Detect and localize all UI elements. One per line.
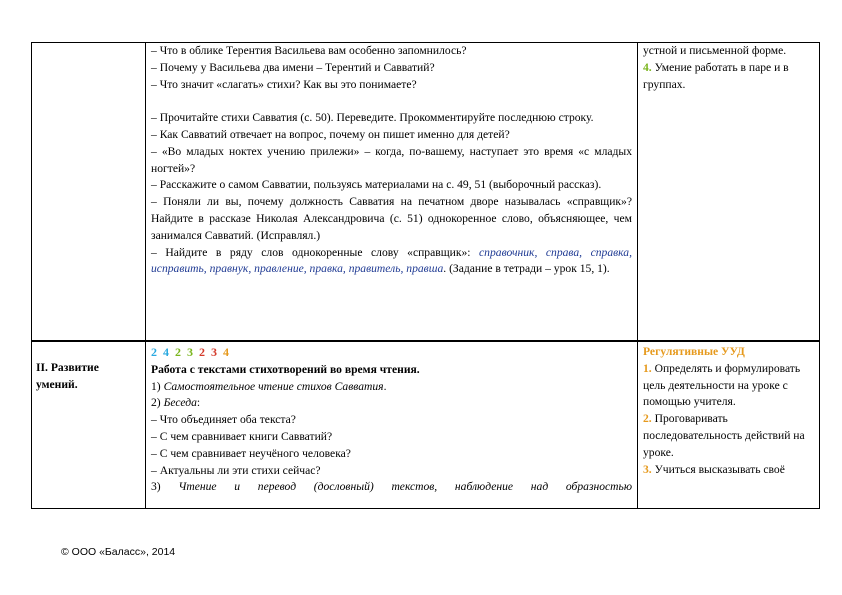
question-line: – Как Савватий отвечает на вопрос, почему он пишет именно для детей?: [151, 127, 510, 141]
numbered-item: [151, 395, 632, 412]
skill-text: Умение работать в паре и в группах.: [643, 60, 789, 91]
task-text: – Найдите в ряду слов однокоренные слову «справщик»:: [151, 245, 480, 259]
uud-item: [643, 462, 815, 479]
word-list: справочник, справа, справка, исправить, правнук, правление, правка, правитель, правша: [151, 245, 632, 276]
question-line: – Что объединяет оба текста?: [151, 413, 296, 427]
copyright-footer: © ООО «Баласс», 2014: [61, 546, 176, 558]
task-paragraph: [151, 245, 632, 279]
row2-right-cell: [643, 344, 815, 478]
item-number: 1): [151, 379, 164, 393]
uud-item: [643, 411, 815, 461]
question-line: – С чем сравнивает неучёного человека?: [151, 446, 351, 460]
item-end: .: [383, 379, 387, 393]
numbered-item: [151, 479, 632, 496]
uud-text: Проговаривать последовательность действий на уроке.: [643, 412, 805, 459]
row1-middle-cell: [151, 43, 632, 278]
uud-number: 3.: [643, 462, 652, 476]
table-left-border: [31, 42, 32, 509]
question-line: – С чем сравнивает книги Савватий?: [151, 429, 333, 443]
item-number: 3): [151, 480, 179, 494]
uud-item: [643, 361, 815, 411]
task-paragraph: – Прочитайте стихи Савватия (с. 50). Переведите. Прокомментируйте последнюю строку.: [151, 111, 594, 125]
table-right-border: [819, 42, 820, 509]
skill-number: 4.: [643, 60, 652, 74]
digit: 2: [151, 345, 157, 359]
stage-title: [36, 360, 141, 394]
digit: 4: [223, 345, 229, 359]
uud-number: 2.: [643, 412, 652, 426]
roman-numeral: II.: [36, 361, 48, 374]
task-paragraph: – Поняли ли вы, почему должность Савватия на печатном дворе называлась «справщик»? Найдите в рассказе Николая Александровича (с. 51) однокоренное слово, объясняющее, чем занимался Савватий. (Исправлял.): [151, 195, 632, 242]
item-end: :: [196, 396, 201, 410]
question-line: – Почему у Васильева два имени – Терентий и Савватий?: [151, 60, 435, 74]
row2-middle-cell: [151, 344, 632, 496]
task-text: . (Задание в тетради – урок 15, 1).: [443, 262, 610, 276]
uud-text: Учиться высказывать своё: [651, 462, 785, 476]
section-heading: Работа с текстами стихотворений во время чтения.: [151, 362, 420, 376]
question-line: – Что в облике Терентия Васильева вам особенно запомнилось?: [151, 44, 467, 57]
row2-left-cell: [36, 360, 141, 394]
digit: 2: [199, 345, 205, 359]
skill-item: [643, 60, 815, 94]
question-line: – Актуальны ли эти стихи сейчас?: [151, 463, 321, 477]
colored-digits: [151, 344, 632, 362]
digit: 2: [175, 345, 181, 359]
item-text: Чтение и перевод (дословный) текстов, наблюдение над образностью: [178, 480, 633, 494]
lesson-table: [31, 42, 820, 509]
digit: 4: [163, 345, 169, 359]
task-paragraph: – Расскажите о самом Савватии, пользуясь материалами на с. 49, 51 (выборочный рассказ).: [151, 178, 602, 192]
question-line: – Что значит «слагать» стихи? Как вы это понимаете?: [151, 77, 417, 91]
digit: 3: [211, 345, 217, 359]
stage-title-text: Развитие умений.: [36, 361, 99, 391]
row1-right-cell: [643, 43, 815, 93]
column-divider-1: [145, 42, 146, 509]
skill-text: устной и письменной форме.: [643, 44, 787, 57]
uud-text: Определять и формулировать цель деятельности на уроке с помощью учителя.: [643, 361, 801, 409]
item-text: Беседа: [163, 396, 197, 410]
item-text: Самостоятельное чтение стихов Савватия: [163, 379, 384, 393]
digit: 3: [187, 345, 193, 359]
blank-line: [151, 93, 632, 110]
column-divider-2: [637, 42, 638, 509]
question-line: – «Во младых ноктех учению прилежи» – когда, по-вашему, наступает это время «с младых ногтей»?: [151, 144, 632, 175]
numbered-item: [151, 379, 632, 396]
row-divider: [31, 340, 820, 342]
item-number: 2): [151, 396, 164, 410]
table-bottom-border: [31, 508, 820, 509]
uud-number: 1.: [643, 361, 652, 375]
uud-heading: Регулятивные УУД: [643, 345, 745, 358]
